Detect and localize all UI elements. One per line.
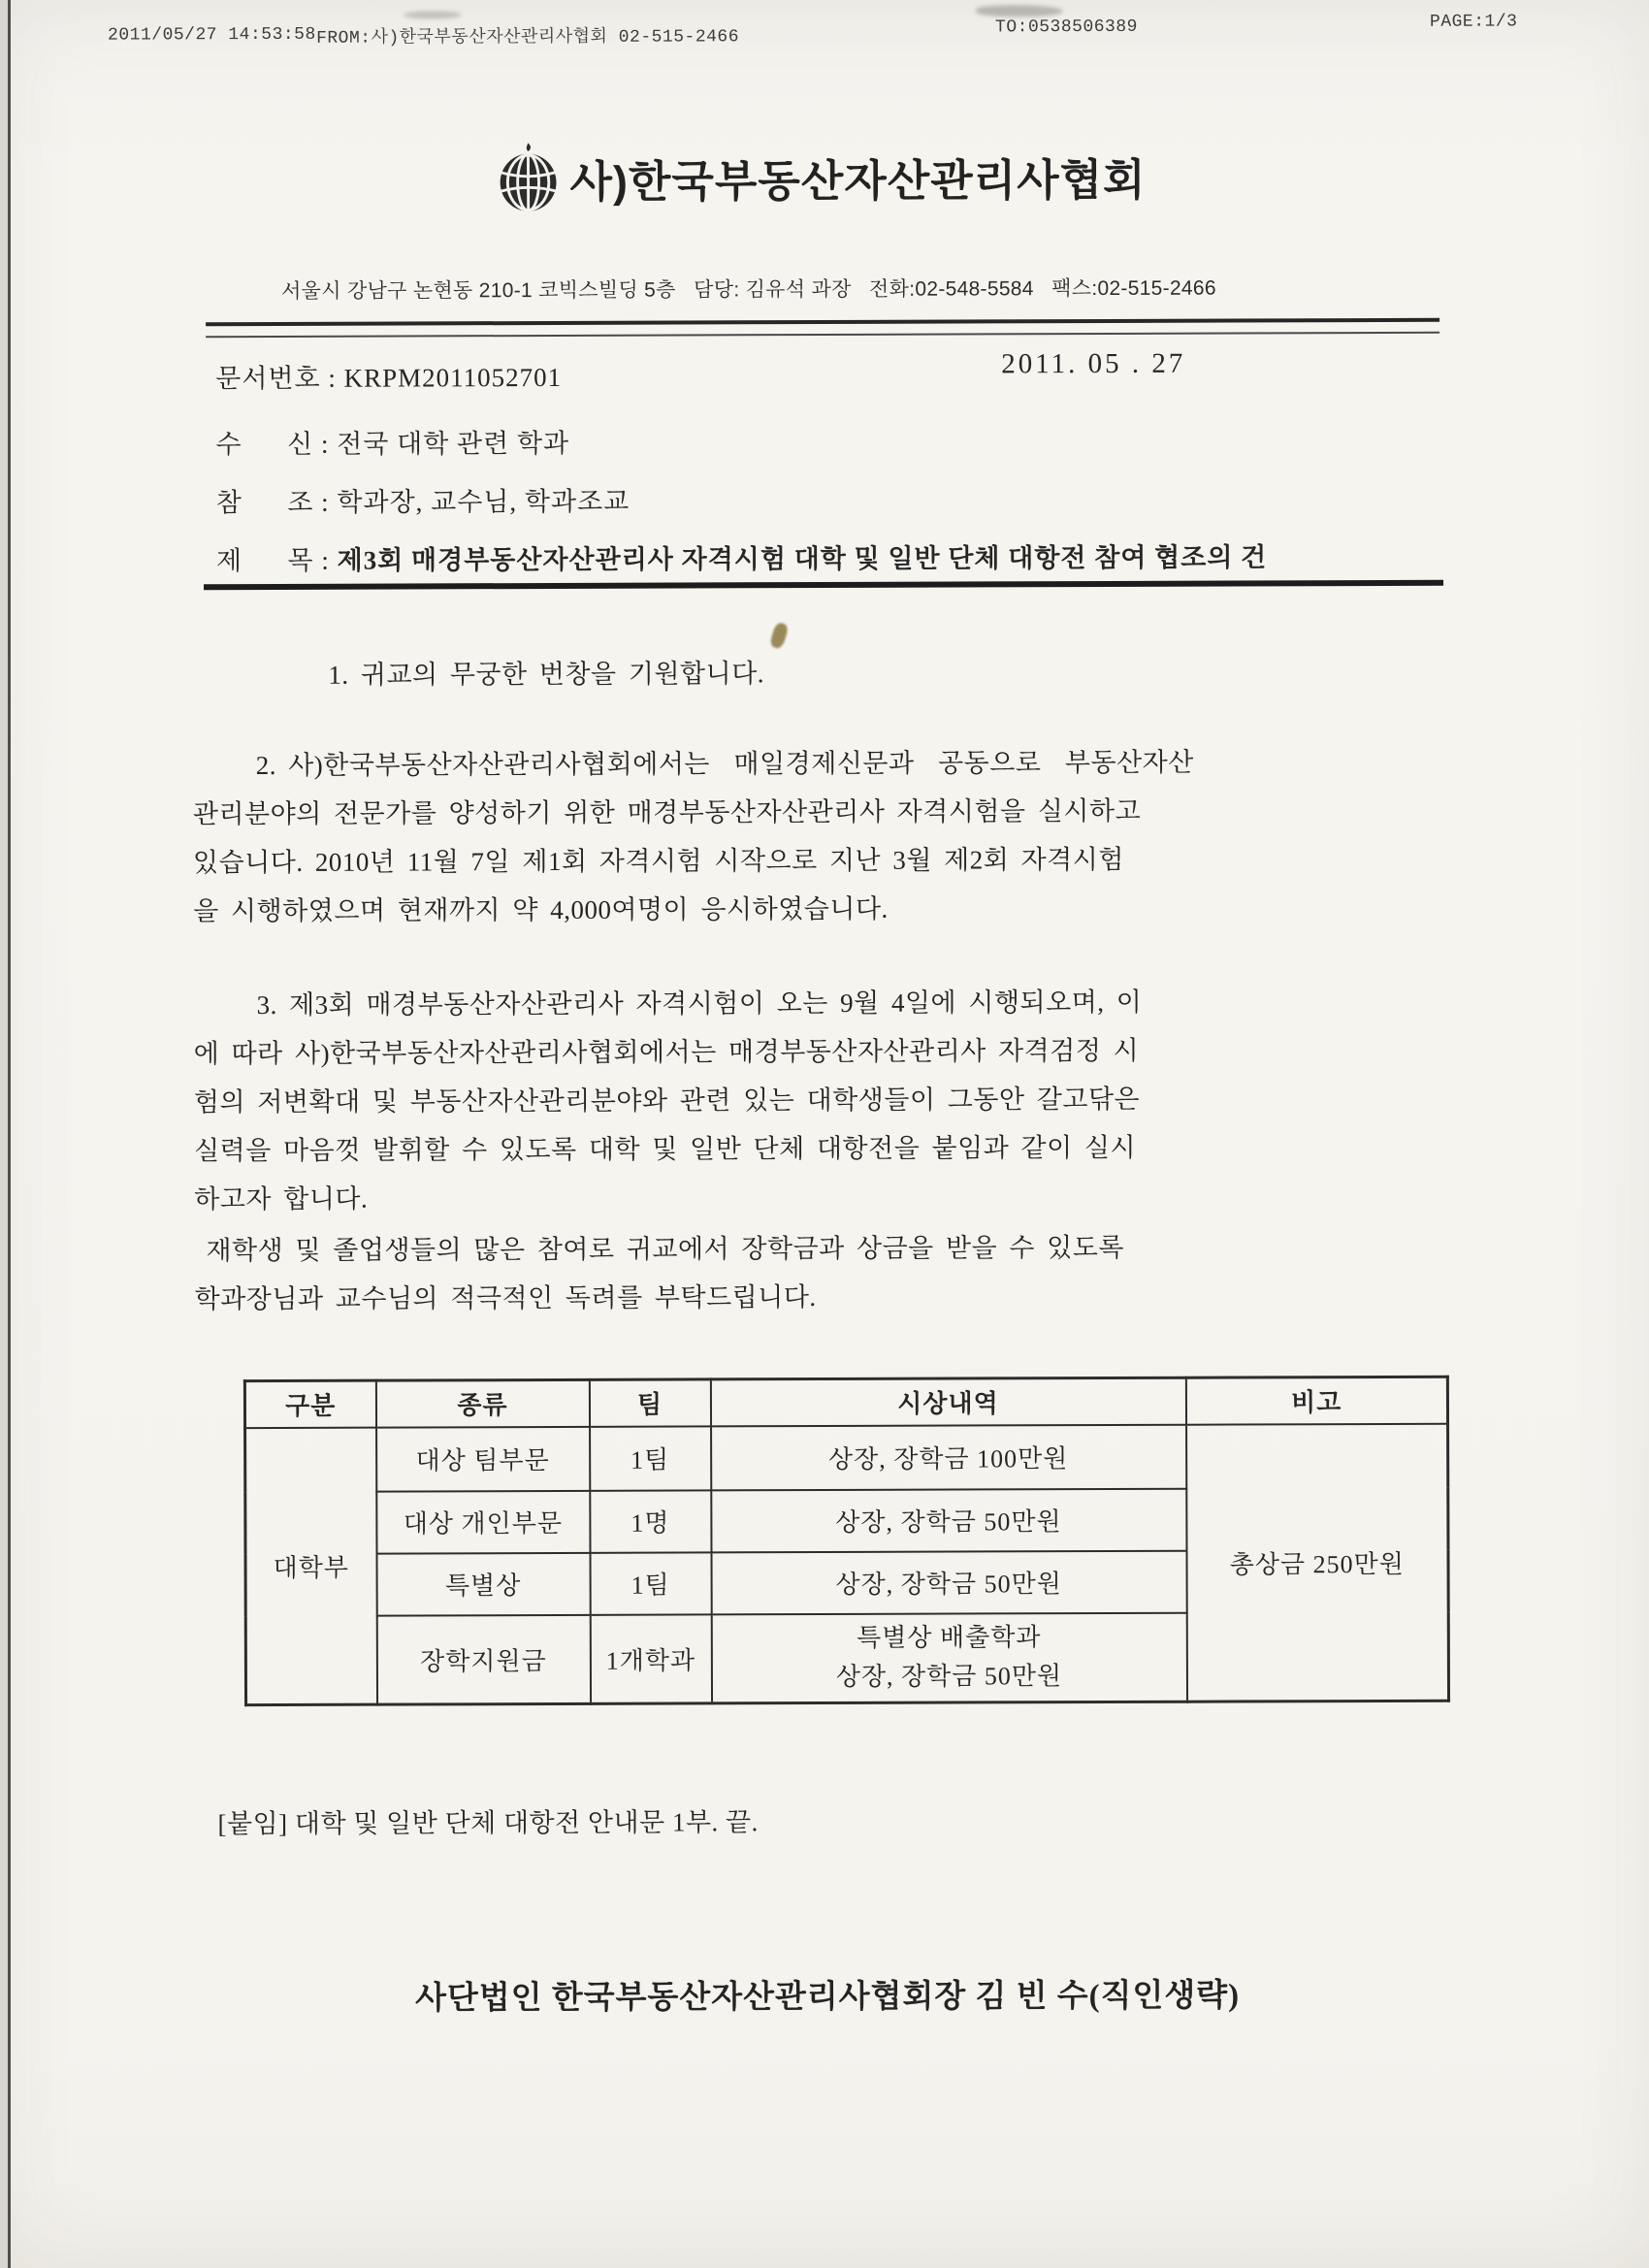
fax-page-number: PAGE:1/3 [1429, 12, 1518, 32]
recipient-line: 수 신 : 전국 대학 관련 학과 [215, 428, 570, 460]
body-paragraph-3-line: 험의 저변확대 및 부동산자산관리분야와 관련 있는 대학생들이 그동안 갈고닦은 [193, 1084, 1141, 1118]
table-header-award: 시상내역 [710, 1377, 1185, 1426]
scan-smudge [976, 5, 1063, 16]
table-cell-award: 상장, 장학금 100만원 [711, 1424, 1186, 1490]
body-paragraph-1: 1. 귀교의 무궁한 번창을 기원합니다. [328, 659, 765, 690]
body-paragraph-2-line: 2. 사)한국부동산자산관리사협회에서는 매일경제신문과 공동으로 부동산자산 [255, 747, 1194, 781]
table-cell-award: 상장, 장학금 50만원 [711, 1488, 1186, 1552]
attachment-note: [붙임] 대학 및 일반 단체 대항전 안내문 1부. 끝. [217, 1807, 759, 1839]
body-paragraph-4-line: 재학생 및 졸업생들의 많은 참여로 귀교에서 장학금과 상금을 받을 수 있도록 [206, 1232, 1125, 1266]
body-paragraph-3-line: 실력을 마음껏 발휘할 수 있도록 대학 및 일반 단체 대항전을 붙임과 같이 실시 [194, 1132, 1137, 1166]
body-paragraph-3-line: 하고자 합니다. [194, 1183, 369, 1215]
fax-from: FROM:사)한국부동산자산관리사협회 02-515-2466 [316, 27, 740, 49]
table-header-remark: 비고 [1185, 1377, 1447, 1424]
divider-subject [204, 580, 1443, 590]
award-line-2: 상장, 장학금 50만원 [835, 1662, 1063, 1692]
table-cell-count: 1개학과 [590, 1614, 711, 1703]
table-header-kind: 종류 [375, 1379, 589, 1427]
table-cell-kind: 대상 개인부문 [376, 1490, 590, 1553]
subject-label: 제 목 : [215, 545, 338, 576]
table-cell-kind: 장학지원금 [376, 1614, 590, 1704]
table-header-team: 팀 [589, 1379, 710, 1426]
fax-datetime: 2011/05/27 14:53:58 [108, 24, 316, 46]
body-paragraph-3-line: 3. 제3회 매경부동산자산관리사 자격시험이 오는 9월 4일에 시행되오며, 이 [256, 987, 1143, 1021]
document-number: 문서번호 : KRPM2011052701 [215, 362, 563, 394]
table-cell-award: 상장, 장학금 50만원 [711, 1550, 1186, 1614]
body-paragraph-2-line: 있습니다. 2010년 11월 7일 제1회 자격시험 시작으로 지난 3월 제2회 자격시험 [192, 844, 1124, 878]
subject-line [216, 535, 1267, 577]
signature-line: 사단법인 한국부동산자산관리사협회장 김 빈 수(직인생략) [415, 1978, 1241, 2017]
body-paragraph-3-line: 에 따라 사)한국부동산자산관리사협회에서는 매경부동산자산관리사 자격검정 시 [193, 1035, 1140, 1069]
divider-thick [206, 318, 1439, 326]
document-date: 2011. 05 . 27 [1001, 347, 1186, 380]
scan-smudge [769, 622, 790, 650]
award-table [243, 1376, 1450, 1706]
divider-thin [206, 332, 1439, 338]
table-cell-count: 1명 [590, 1490, 711, 1552]
table-cell-award [711, 1612, 1186, 1703]
table-cell-count: 1팀 [590, 1426, 711, 1490]
table-header-row [244, 1377, 1447, 1427]
table-cell-count: 1팀 [590, 1552, 711, 1614]
table-cell-kind: 대상 팀부문 [376, 1426, 590, 1491]
subject-text: 제3회 매경부동산자산관리사 자격시험 대학 및 일반 단체 대항전 참여 협조의 건 [337, 542, 1268, 575]
table-header-category: 구분 [244, 1380, 375, 1427]
body-paragraph-4-line: 학과장님과 교수님의 적극적인 독려를 부탁드립니다. [194, 1282, 817, 1314]
letterhead [0, 139, 1646, 214]
fax-to: TO:0538506389 [994, 16, 1138, 38]
table-cell-remark: 총상금 250만원 [1186, 1423, 1449, 1701]
organization-name: 사)한국부동산자산관리사협회 [569, 154, 1147, 207]
association-logo-icon [496, 143, 560, 212]
body-paragraph-2-line: 관리분야의 전문가를 양성하기 위한 매경부동산자산관리사 자격시험을 실시하고 [192, 795, 1142, 829]
body-paragraph-2-line: 을 시행하였으며 현재까지 약 4,000여명이 응시하였습니다. [193, 893, 889, 926]
award-line-1: 특별상 배출학과 [857, 1623, 1042, 1653]
table-cell-group: 대학부 [245, 1427, 377, 1704]
letterhead-address: 서울시 강남구 논현동 210-1 코빅스빌딩 5층 담당: 김유석 과장 전화:02-548-5584 팩스:02-515-2466 [281, 276, 1216, 303]
scan-smudge [404, 11, 462, 18]
table-row [245, 1423, 1448, 1491]
table-cell-kind: 특별상 [376, 1552, 590, 1615]
cc-line: 참 조 : 학과장, 교수님, 학과조교 [215, 486, 630, 518]
